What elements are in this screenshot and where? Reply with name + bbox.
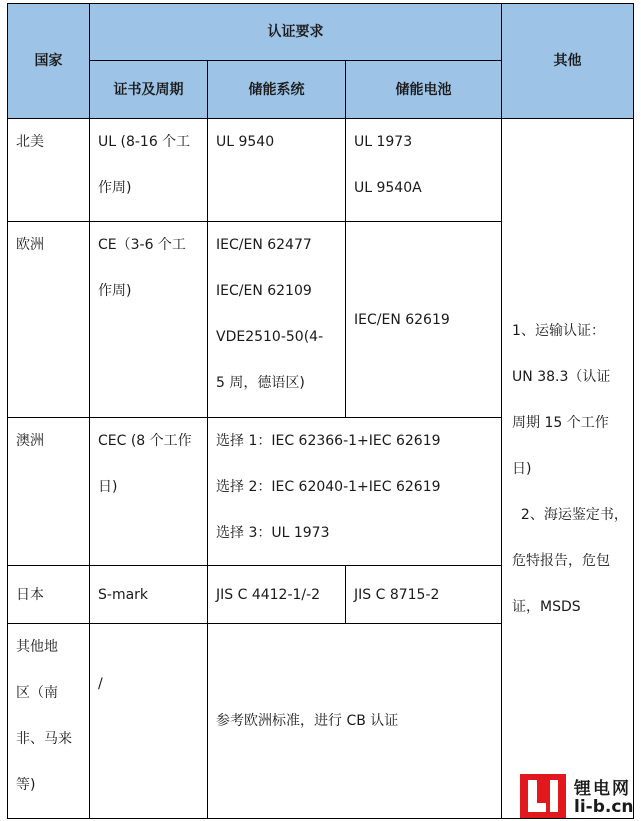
header-other: 其他 [502,4,634,119]
header-row-1 [8,4,634,61]
system-cell: IEC/EN 62477 IEC/EN 62109 VDE2510-50(4- 5 周，德语区) [208,222,346,418]
other-cell: 1、运输认证： UN 38.3（认证 周期 15 个工作 日) 2、海运鉴定书， 危特报告，危包 证，MSDS [502,119,634,819]
cycle-cell: / [90,624,208,819]
header-country: 国家 [8,4,90,119]
logo-text-en: li-b.cn [574,797,634,817]
header-cert-cycle: 证书及周期 [90,61,208,119]
country-cell: 欧洲 [8,222,90,418]
cycle-cell: CEC (8 个工作 日) [90,418,208,566]
country-cell: 澳洲 [8,418,90,566]
cycle-cell: CE（3-6 个工 作周) [90,222,208,418]
country-cell: 日本 [8,566,90,624]
header-storage-system: 储能系统 [208,61,346,119]
cycle-cell: S-mark [90,566,208,624]
merged-requirements-cell: 参考欧洲标准，进行 CB 认证 [208,624,502,819]
system-cell: JIS C 4412-1/-2 [208,566,346,624]
country-cell: 北美 [8,119,90,222]
country-cell: 其他地 区（南 非、马来 等) [8,624,90,819]
cycle-cell: UL (8-16 个工 作周) [90,119,208,222]
system-cell: UL 9540 [208,119,346,222]
battery-cell: JIS C 8715-2 [346,566,502,624]
header-storage-battery: 储能电池 [346,61,502,119]
battery-cell: IEC/EN 62619 [346,222,502,418]
merged-requirements-cell: 选择 1：IEC 62366-1+IEC 62619 选择 2：IEC 62040-1+IEC 62619 选择 3：UL 1973 [208,418,502,566]
battery-cell: UL 1973 UL 9540A [346,119,502,222]
certification-table [7,3,634,819]
site-logo [520,774,640,820]
header-cert-requirements: 认证要求 [90,4,502,61]
logo-mark [520,774,566,818]
table-row-north-america [8,119,634,222]
logo-text-cn: 锂电网 [574,779,631,799]
